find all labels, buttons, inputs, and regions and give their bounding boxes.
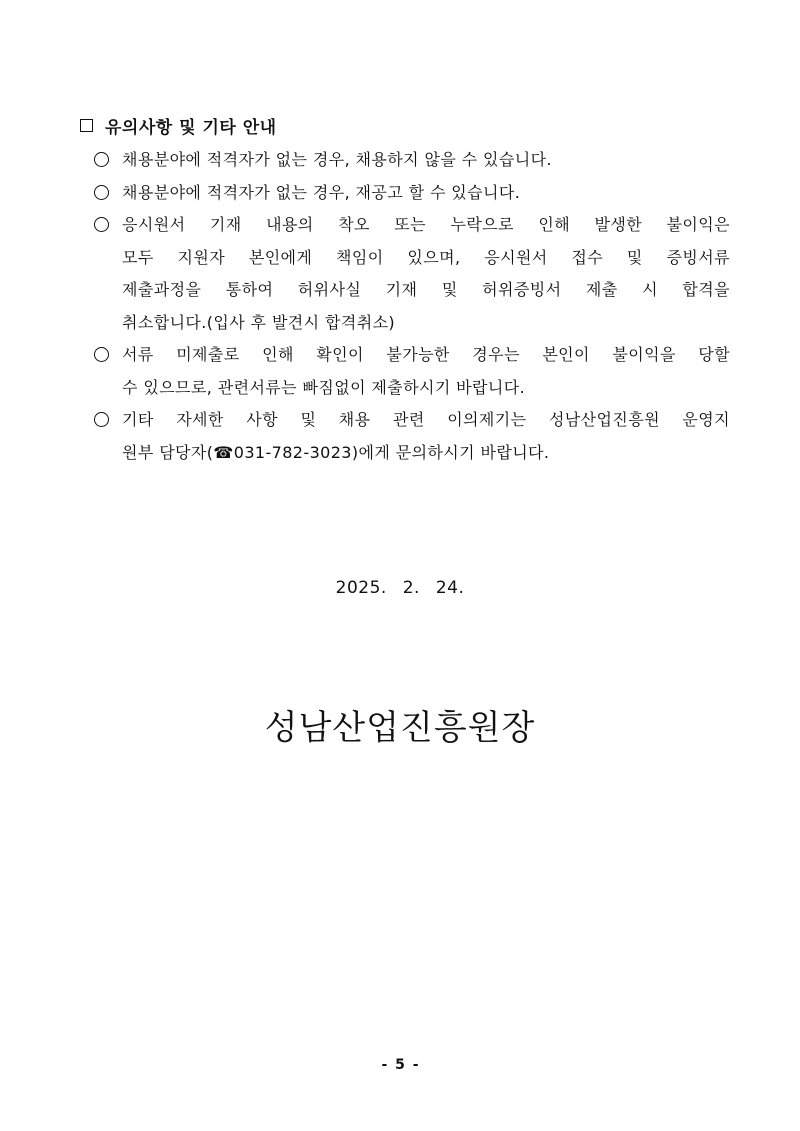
circle-bullet-icon: [94, 152, 109, 167]
notice-item: [80, 144, 730, 177]
notice-item-line: 채용분야에 적격자가 없는 경우, 채용하지 않을 수 있습니다.: [122, 150, 552, 169]
notice-item-line: 모두 지원자 본인에게 책임이 있으며, 응시원서 접수 및 증빙서류: [122, 247, 730, 267]
notice-item-line: 서류 미제출로 인해 확인이 불가능한 경우는 본인이 불이익을 당할: [122, 345, 730, 364]
section-header: [80, 112, 730, 138]
notice-list: [80, 144, 730, 469]
circle-bullet-icon: [94, 217, 109, 232]
notice-section: [80, 112, 730, 469]
notice-item: [80, 404, 730, 469]
notice-item-line: 원부 담당자(☎031-782-3023)에게 문의하시기 바랍니다.: [122, 442, 550, 462]
notice-item-line: 채용분야에 적격자가 없는 경우, 재공고 할 수 있습니다.: [122, 182, 521, 202]
notice-item: [80, 177, 730, 210]
circle-bullet-icon: [94, 185, 109, 200]
section-title: 유의사항 및 기타 안내: [105, 117, 277, 138]
notice-item-line: 제출과정을 통하여 허위사실 기재 및 허위증빙서 제출 시 합격을: [122, 280, 730, 299]
organization-signature: 성남산업진흥원장: [264, 708, 536, 748]
notice-item-line: 응시원서 기재 내용의 착오 또는 누락으로 인해 발생한 불이익은: [122, 215, 730, 234]
circle-bullet-icon: [94, 347, 109, 362]
notice-item-line: 기타 자세한 사항 및 채용 관련 이의제기는 성남산업진흥원 운영지: [122, 410, 730, 429]
page-number: - 5 -: [381, 1057, 419, 1073]
circle-bullet-icon: [94, 412, 109, 427]
notice-item-line: 수 있으므로, 관련서류는 빠짐없이 제출하시기 바랍니다.: [122, 377, 526, 397]
checkbox-square-icon: [80, 119, 93, 132]
notice-item: [80, 339, 730, 404]
notice-item-line: 취소합니다.(입사 후 발견시 합격취소): [122, 312, 396, 332]
document-date: 2025. 2. 24.: [335, 578, 465, 598]
notice-item: [80, 209, 730, 339]
